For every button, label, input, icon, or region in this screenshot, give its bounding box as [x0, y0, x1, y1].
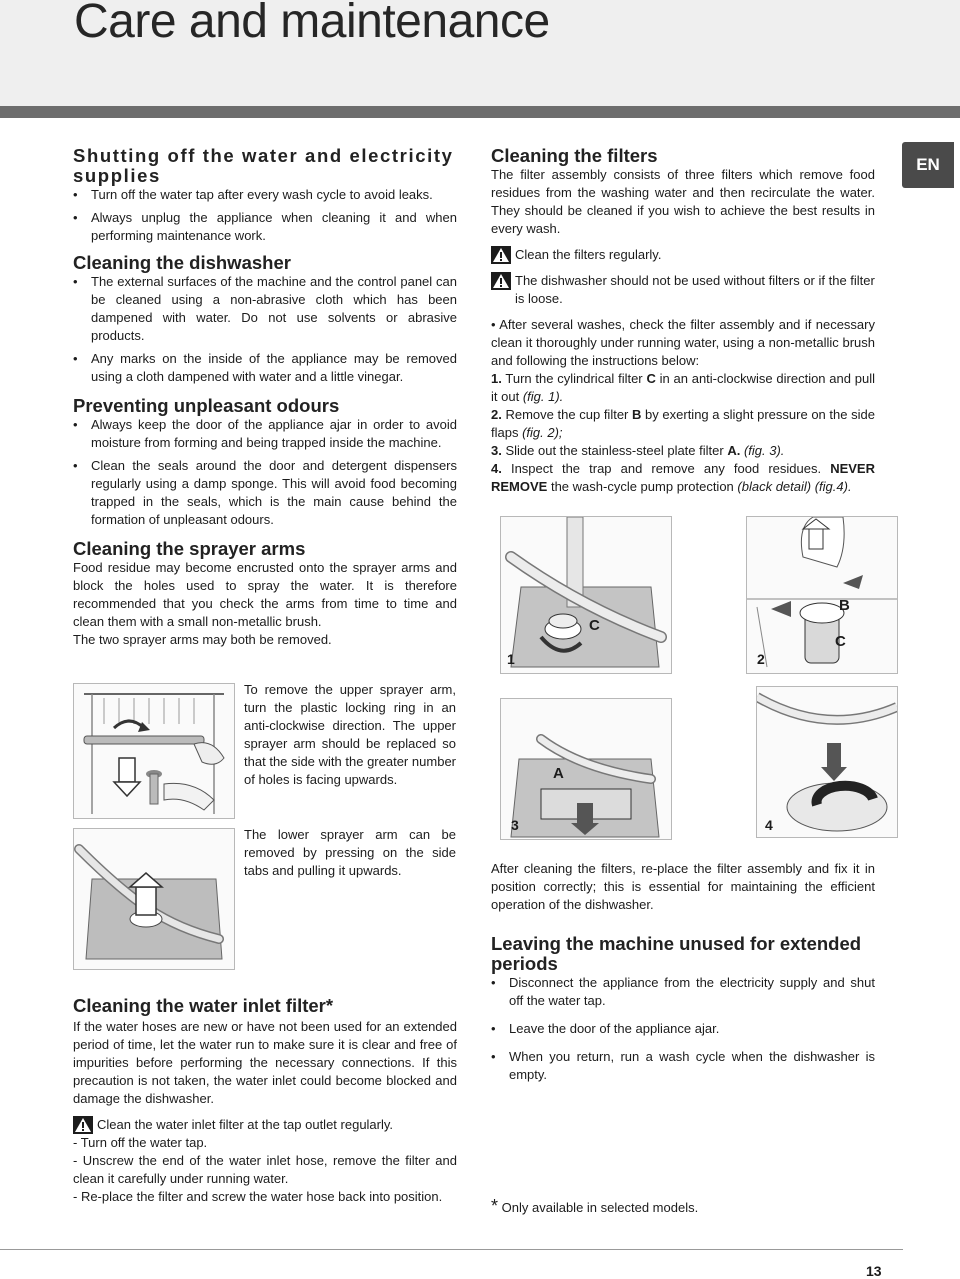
list-item: • Always unplug the appliance when cleaning it and when performing maintenance work.	[73, 209, 457, 245]
filter-fig-3-number: 3	[511, 817, 519, 833]
list-item: • Leave the door of the appliance ajar.	[491, 1020, 875, 1038]
list-item: • Always keep the door of the appliance ajar in order to avoid moisture from forming and being trapped inside the machine.	[73, 416, 457, 452]
filters-intro: The filter assembly consists of three filters which remove food residues from the washing water and then recirculate the water. They should be cleaned if you wish to achieve the best results in every wash.	[491, 167, 875, 236]
filters-warning-1	[491, 246, 875, 264]
filters-heading: Cleaning the filters	[491, 145, 658, 166]
shutoff-list	[73, 186, 457, 245]
filters-bullet: • After several washes, check the filter assembly and if necessary clean it thoroughly under running water, using a non-metallic brush and following the instructions below:	[491, 317, 875, 368]
filter-fig-1-number: 1	[507, 651, 515, 667]
list-item: • Turn off the water tap after every wash cycle to avoid leaks.	[73, 186, 457, 204]
filter-figure-2-illustration	[747, 517, 897, 673]
filter-figure-2	[746, 516, 898, 674]
inlet-warning-text: Clean the water inlet filter at the tap outlet regularly.	[97, 1117, 394, 1132]
filter-fig-2-letter-b: B	[839, 597, 850, 614]
filters-step-2: 2. Remove the cup filter B by exerting a slight pressure on the side flaps (fig. 2);	[491, 407, 875, 440]
filters-warning-2-text: The dishwasher should not be used without filters or if the filter is loose.	[515, 273, 875, 306]
filters-step-4: 4. Inspect the trap and remove any food residues. NEVER REMOVE the wash-cycle pump protection (black detail) (fig.4).	[491, 461, 875, 494]
upper-sprayer-figure	[73, 683, 235, 819]
language-badge: EN	[902, 142, 954, 188]
header-rule	[0, 106, 960, 118]
list-item: • Any marks on the inside of the appliance may be removed using a cloth dampened with water and a little vinegar.	[73, 350, 457, 386]
cleaning-dishwasher-heading: Cleaning the dishwasher	[73, 252, 291, 273]
footnote-star: *	[491, 1196, 499, 1216]
lower-sprayer-text: The lower sprayer arm can be removed by pressing on the side tabs and pulling it upwards.	[244, 827, 456, 878]
filter-fig-2-letter-c: C	[835, 633, 846, 650]
inlet-step: - Turn off the water tap.	[73, 1135, 208, 1150]
right-column	[491, 146, 875, 496]
list-item: • Disconnect the appliance from the electricity supply and shut off the water tap.	[491, 974, 875, 1010]
cleaning-dishwasher-list	[73, 273, 457, 386]
filters-step-1: 1. Turn the cylindrical filter C in an anti-clockwise direction and pull it out (fig. 1).	[491, 371, 875, 404]
sprayer-paragraph: Food residue may become encrusted onto the sprayer arms and block the holes used to spray the water. It is therefore recommended that you check the arms from time to time and clean them with a small non-metallic brush.	[73, 560, 457, 629]
filter-figure-1-illustration	[501, 517, 671, 673]
filter-figure-4	[756, 686, 898, 838]
shutoff-heading: Shutting off the water and electricity supplies	[73, 145, 454, 186]
filter-figure-3-illustration	[501, 699, 671, 839]
unused-heading: Leaving the machine unused for extended periods	[491, 933, 862, 974]
page-title: Care and maintenance	[74, 0, 550, 48]
footnote	[491, 1196, 698, 1217]
unused-section	[491, 934, 875, 1089]
lower-sprayer-figure	[73, 828, 235, 970]
upper-sprayer-illustration	[74, 684, 234, 818]
filter-fig-3-letter: A	[553, 765, 564, 782]
warning-icon	[73, 1116, 93, 1134]
page-number: 13	[866, 1263, 882, 1279]
upper-sprayer-text: To remove the upper sprayer arm, turn the plastic locking ring in an anti-clockwise direction. The upper sprayer arm should be replaced so that the side with the greater number of holes is facing upwards.	[244, 682, 456, 787]
inlet-heading: Cleaning the water inlet filter*	[73, 995, 334, 1016]
inlet-paragraph: If the water hoses are new or have not been used for an extended period of time, let the water run to make sure it is clear and free of impurities before performing the necessary connections. If this precaution is not taken, the water inlet could become blocked and damage the dishwasher.	[73, 1019, 457, 1106]
filter-fig-2-number: 2	[757, 651, 765, 667]
list-item: • When you return, run a wash cycle when the dishwasher is empty.	[491, 1048, 875, 1084]
filter-figure-3	[500, 698, 672, 840]
filters-warning-1-text: Clean the filters regularly.	[515, 247, 662, 262]
left-column	[73, 146, 457, 649]
filters-step-3: 3. Slide out the stainless-steel plate filter A. (fig. 3).	[491, 443, 785, 458]
inlet-section	[73, 996, 457, 1206]
unused-list	[491, 974, 875, 1084]
filter-fig-1-letter: C	[589, 617, 600, 634]
sprayer-heading: Cleaning the sprayer arms	[73, 538, 306, 559]
odours-list	[73, 416, 457, 529]
after-filters-text: After cleaning the filters, re-place the filter assembly and fix it in position correctly; this is essential for maintaining the efficient operation of the dishwasher.	[491, 861, 875, 912]
sprayer-paragraph-2: The two sprayer arms may both be removed.	[73, 632, 332, 647]
warning-icon	[491, 246, 511, 264]
filter-fig-4-number: 4	[765, 817, 773, 833]
lower-sprayer-illustration	[74, 829, 234, 969]
odours-heading: Preventing unpleasant odours	[73, 395, 340, 416]
inlet-warning	[73, 1116, 457, 1134]
footnote-text: Only available in selected models.	[501, 1200, 699, 1215]
bottom-rule	[0, 1249, 903, 1250]
filter-figure-1	[500, 516, 672, 674]
filter-figure-4-illustration	[757, 687, 897, 837]
filters-warning-2	[491, 272, 875, 308]
inlet-step: - Unscrew the end of the water inlet hose, remove the filter and clean it carefully under running water.	[73, 1153, 457, 1186]
warning-icon	[491, 272, 511, 290]
list-item: • The external surfaces of the machine and the control panel can be cleaned using a non-abrasive cloth which has been dampened with water. Do not use solvents or abrasive products.	[73, 273, 457, 345]
list-item: • Clean the seals around the door and detergent dispensers regularly using a damp sponge. This will avoid food becoming trapped in the seals, which is the main cause behind the formation of unpleasant odours.	[73, 457, 457, 529]
inlet-step: - Re-place the filter and screw the water hose back into position.	[73, 1189, 443, 1204]
